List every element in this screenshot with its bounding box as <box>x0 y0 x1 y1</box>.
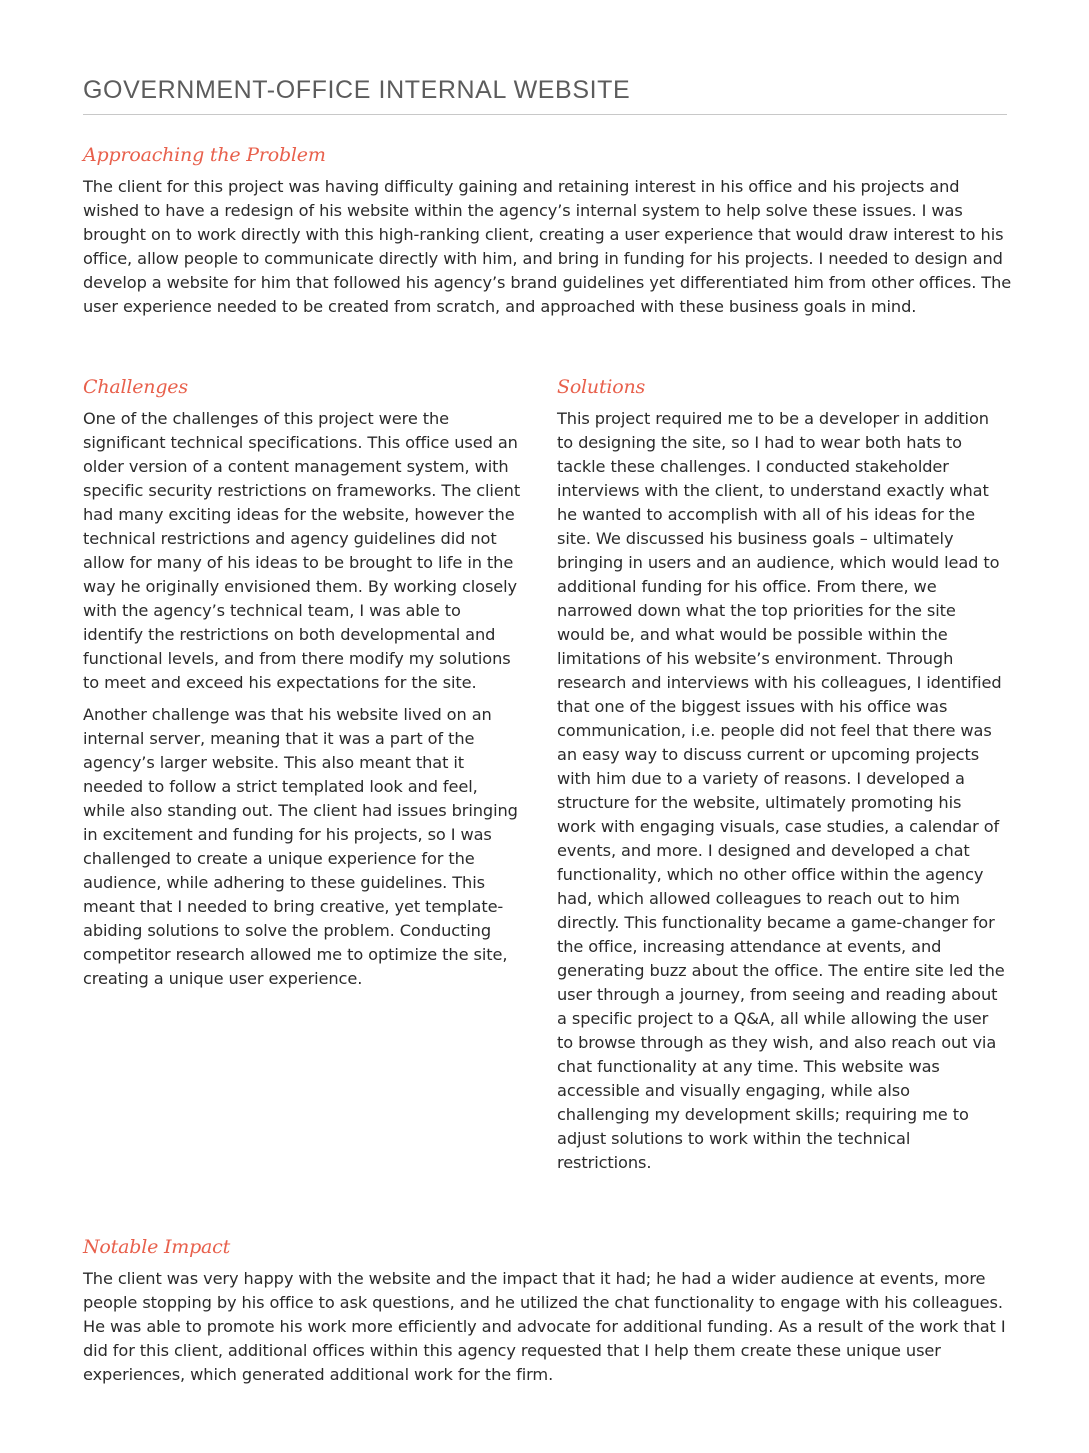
challenges-section <box>83 374 523 991</box>
challenges-paragraph-2: Another challenge was that his website lived on an internal server, meaning that it was a part of the agency’s larger website. This also meant that it needed to follow a strict templated look and feel, while also standing out. The client had issues bringing in excitement and funding for his projects, so I was challenged to create a unique experience for the audience, while adhering to these guidelines. This meant that I needed to bring creative, yet template-abiding solutions to solve the problem. Conducting competitor research allowed me to optimize the site, creating a unique user experience. <box>83 705 518 988</box>
solutions-section <box>557 374 1005 1175</box>
impact-heading: Notable Impact <box>83 1236 231 1258</box>
challenges-paragraph-1: One of the challenges of this project were the significant technical specifications. This office used an older version of a content management system, with specific security restrictions on frameworks. The client had many exciting ideas for the website, however the technical restrictions and agency guidelines did not allow for many of his ideas to be brought to life in the way he originally envisioned them. By working closely with the agency’s technical team, I was able to identify the restrictions on both developmental and functional levels, and from there modify my solutions to meet and exceed his expectations for the site. <box>83 409 521 692</box>
solutions-heading: Solutions <box>557 376 646 398</box>
approaching-paragraph: The client for this project was having difficulty gaining and retaining interest in his office and his projects and wished to have a redesign of his website within the agency’s internal system to help solve these issues. I was brought on to work directly with this high-ranking client, creating a user experience that would draw interest to his office, allow people to communicate directly with him, and bring in funding for his projects. I needed to design and develop a website for him that followed his agency’s brand guidelines yet differentiated him from other offices. The user experience needed to be created from scratch, and approached with these business goals in mind. <box>83 177 1012 316</box>
impact-paragraph: The client was very happy with the website and the impact that it had; he had a wider audience at events, more people stopping by his office to ask questions, and he utilized the chat functionality to engage with his colleagues. He was able to promote his work more efficiently and advocate for additional funding. As a result of the work that I did for this client, additional offices within this agency requested that I help them create these unique user experiences, which generated additional work for the firm. <box>83 1269 1006 1384</box>
solutions-paragraph: This project required me to be a developer in addition to designing the site, so I had to wear both hats to tackle these challenges. I conducted stakeholder interviews with the client, to understand exactly what he wanted to accomplish with all of his ideas for the site. We discussed his business goals – ultimately bringing in users and an audience, which would lead to additional funding for his office. From there, we narrowed down what the top priorities for the site would be, and what would be possible within the limitations of his website’s environment. Through research and interviews with his colleagues, I identified that one of the biggest issues with his office was communication, i.e. people did not feel that there was an easy way to discuss current or upcoming projects with him due to a variety of reasons. I developed a structure for the website, ultimately promoting his work with engaging visuals, case studies, a calendar of events, and more. I designed and developed a chat functionality, which no other office within the agency had, which allowed colleagues to reach out to him directly. This functionality became a game-changer for the office, increasing attendance at events, and generating buzz about the office. The entire site led the user through a journey, from seeing and reading about a specific project to a Q&A, all while allowing the user to browse through as they wish, and also reach out via chat functionality at any time. This website was accessible and visually engaging, while also challenging my development skills; requiring me to adjust solutions to work within the technical restrictions. <box>557 409 1005 1172</box>
approaching-heading: Approaching the Problem <box>83 144 326 166</box>
impact-section <box>83 1234 1013 1387</box>
approaching-section <box>83 142 1013 319</box>
page-title: GOVERNMENT-OFFICE INTERNAL WEBSITE <box>83 74 1007 115</box>
challenges-heading: Challenges <box>83 376 188 398</box>
